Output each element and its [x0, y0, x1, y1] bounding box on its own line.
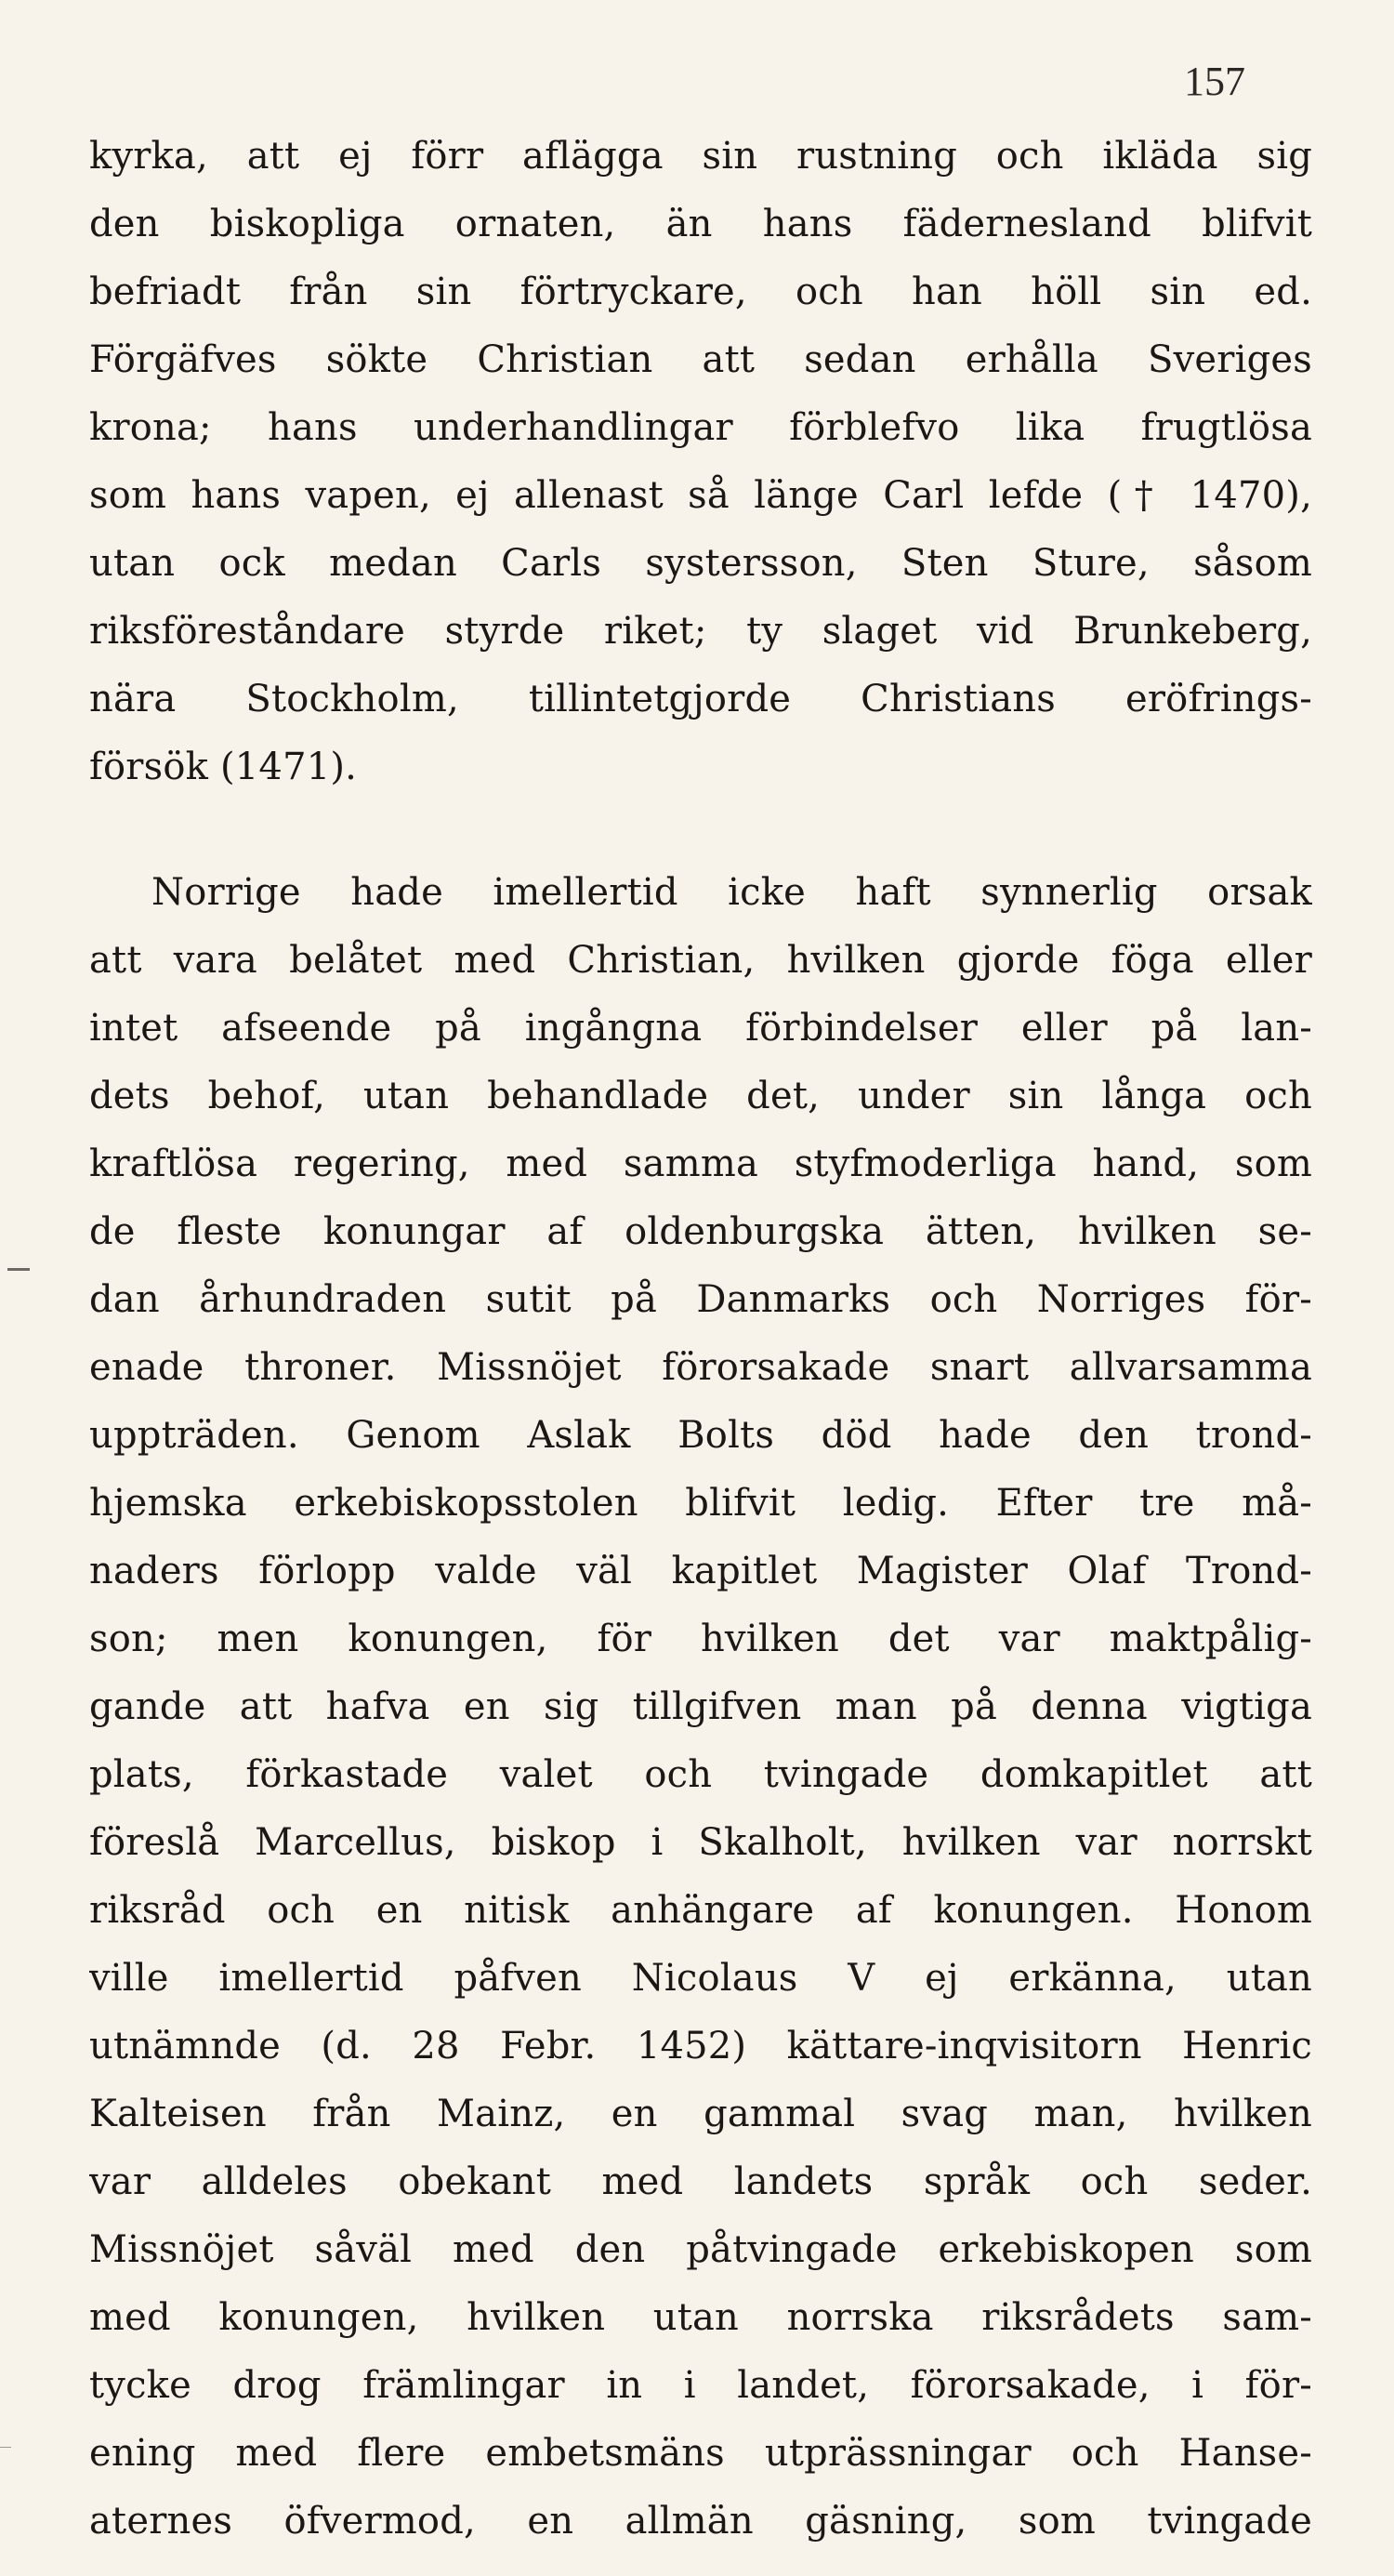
text-line: att vara belåtet med Christian, hvilken gjorde föga eller [89, 939, 1312, 982]
paragraph-1 [89, 123, 1312, 801]
body-text [89, 123, 1312, 2556]
paragraph-gap [89, 801, 1312, 859]
text-line: dan århundraden sutit på Danmarks och Norriges för- [89, 1278, 1312, 1321]
text-line: krona; hans underhandlingar förblefvo lika frugtlösa [89, 406, 1312, 449]
page-number: 157 [1184, 59, 1245, 104]
text-line: hjemska erkebiskopsstolen blifvit ledig. Efter tre må- [89, 1482, 1312, 1525]
text-line: ening med flere embetsmäns utprässningar och Hanse- [89, 2432, 1312, 2475]
text-line: gande att hafva en sig tillgifven man på denna vigtiga [89, 1685, 1312, 1728]
margin-dash [7, 1268, 30, 1271]
text-line: befriadt från sin förtryckare, och han höll sin ed. [89, 271, 1312, 313]
text-line: nära Stockholm, tillintetgjorde Christians eröfrings- [89, 678, 1312, 720]
text-line: var alldeles obekant med landets språk och seder. [89, 2160, 1312, 2203]
text-line: Kalteisen från Mainz, en gammal svag man, hvilken [89, 2093, 1312, 2135]
text-line: riksråd och en nitisk anhängare af konungen. Honom [89, 1889, 1312, 1932]
text-line: dets behof, utan behandlade det, under sin långa och [89, 1075, 1312, 1117]
text-line: intet afseende på ingångna förbindelser eller på lan- [89, 1007, 1312, 1050]
text-line: Förgäfves sökte Christian att sedan erhålla Sveriges [89, 338, 1312, 381]
text-line: aternes öfvermod, en allmän gäsning, som tvingade [89, 2500, 1312, 2543]
text-line: med konungen, hvilken utan norrska riksrådets sam- [89, 2296, 1312, 2339]
text-line: de fleste konungar af oldenburgska ätten, hvilken se- [89, 1210, 1312, 1253]
text-line: kyrka, att ej förr aflägga sin rustning och ikläda sig [89, 135, 1312, 178]
text-line: uppträden. Genom Aslak Bolts död hade den trond- [89, 1414, 1312, 1457]
text-line: den biskopliga ornaten, än hans fädernesland blifvit [89, 203, 1312, 245]
text-line: Missnöjet såväl med den påtvingade erkebiskopen som [89, 2228, 1312, 2271]
paragraph-2 [89, 859, 1312, 2556]
text-line: utan ock medan Carls systersson, Sten Sture, såsom [89, 542, 1312, 585]
text-line: riksföreståndare styrde riket; ty slaget vid Brunkeberg, [89, 610, 1312, 653]
text-line: föreslå Marcellus, biskop i Skalholt, hvilken var norrskt [89, 1821, 1312, 1864]
text-line: son; men konungen, för hvilken det var maktpålig- [89, 1618, 1312, 1660]
text-line: kraftlösa regering, med samma styfmoderliga hand, som [89, 1143, 1312, 1185]
text-line: utnämnde (d. 28 Febr. 1452) kättare-inqvisitorn Henric [89, 2025, 1312, 2067]
text-line: som hans vapen, ej allenast så länge Carl lefde († 1470), [89, 474, 1312, 517]
text-line: tycke drog främlingar in i landet, förorsakade, i för- [89, 2364, 1312, 2407]
page-edge-mark [0, 2447, 11, 2459]
text-line: försök (1471). [89, 746, 358, 788]
text-line: ville imellertid påfven Nicolaus V ej erkänna, utan [89, 1957, 1312, 2000]
text-line: plats, förkastade valet och tvingade domkapitlet att [89, 1753, 1312, 1796]
text-line: enade throner. Missnöjet förorsakade snart allvarsamma [89, 1346, 1312, 1389]
text-line: naders förlopp valde väl kapitlet Magister Olaf Trond- [89, 1550, 1312, 1592]
text-line: Norrige hade imellertid icke haft synnerlig orsak [151, 871, 1312, 914]
